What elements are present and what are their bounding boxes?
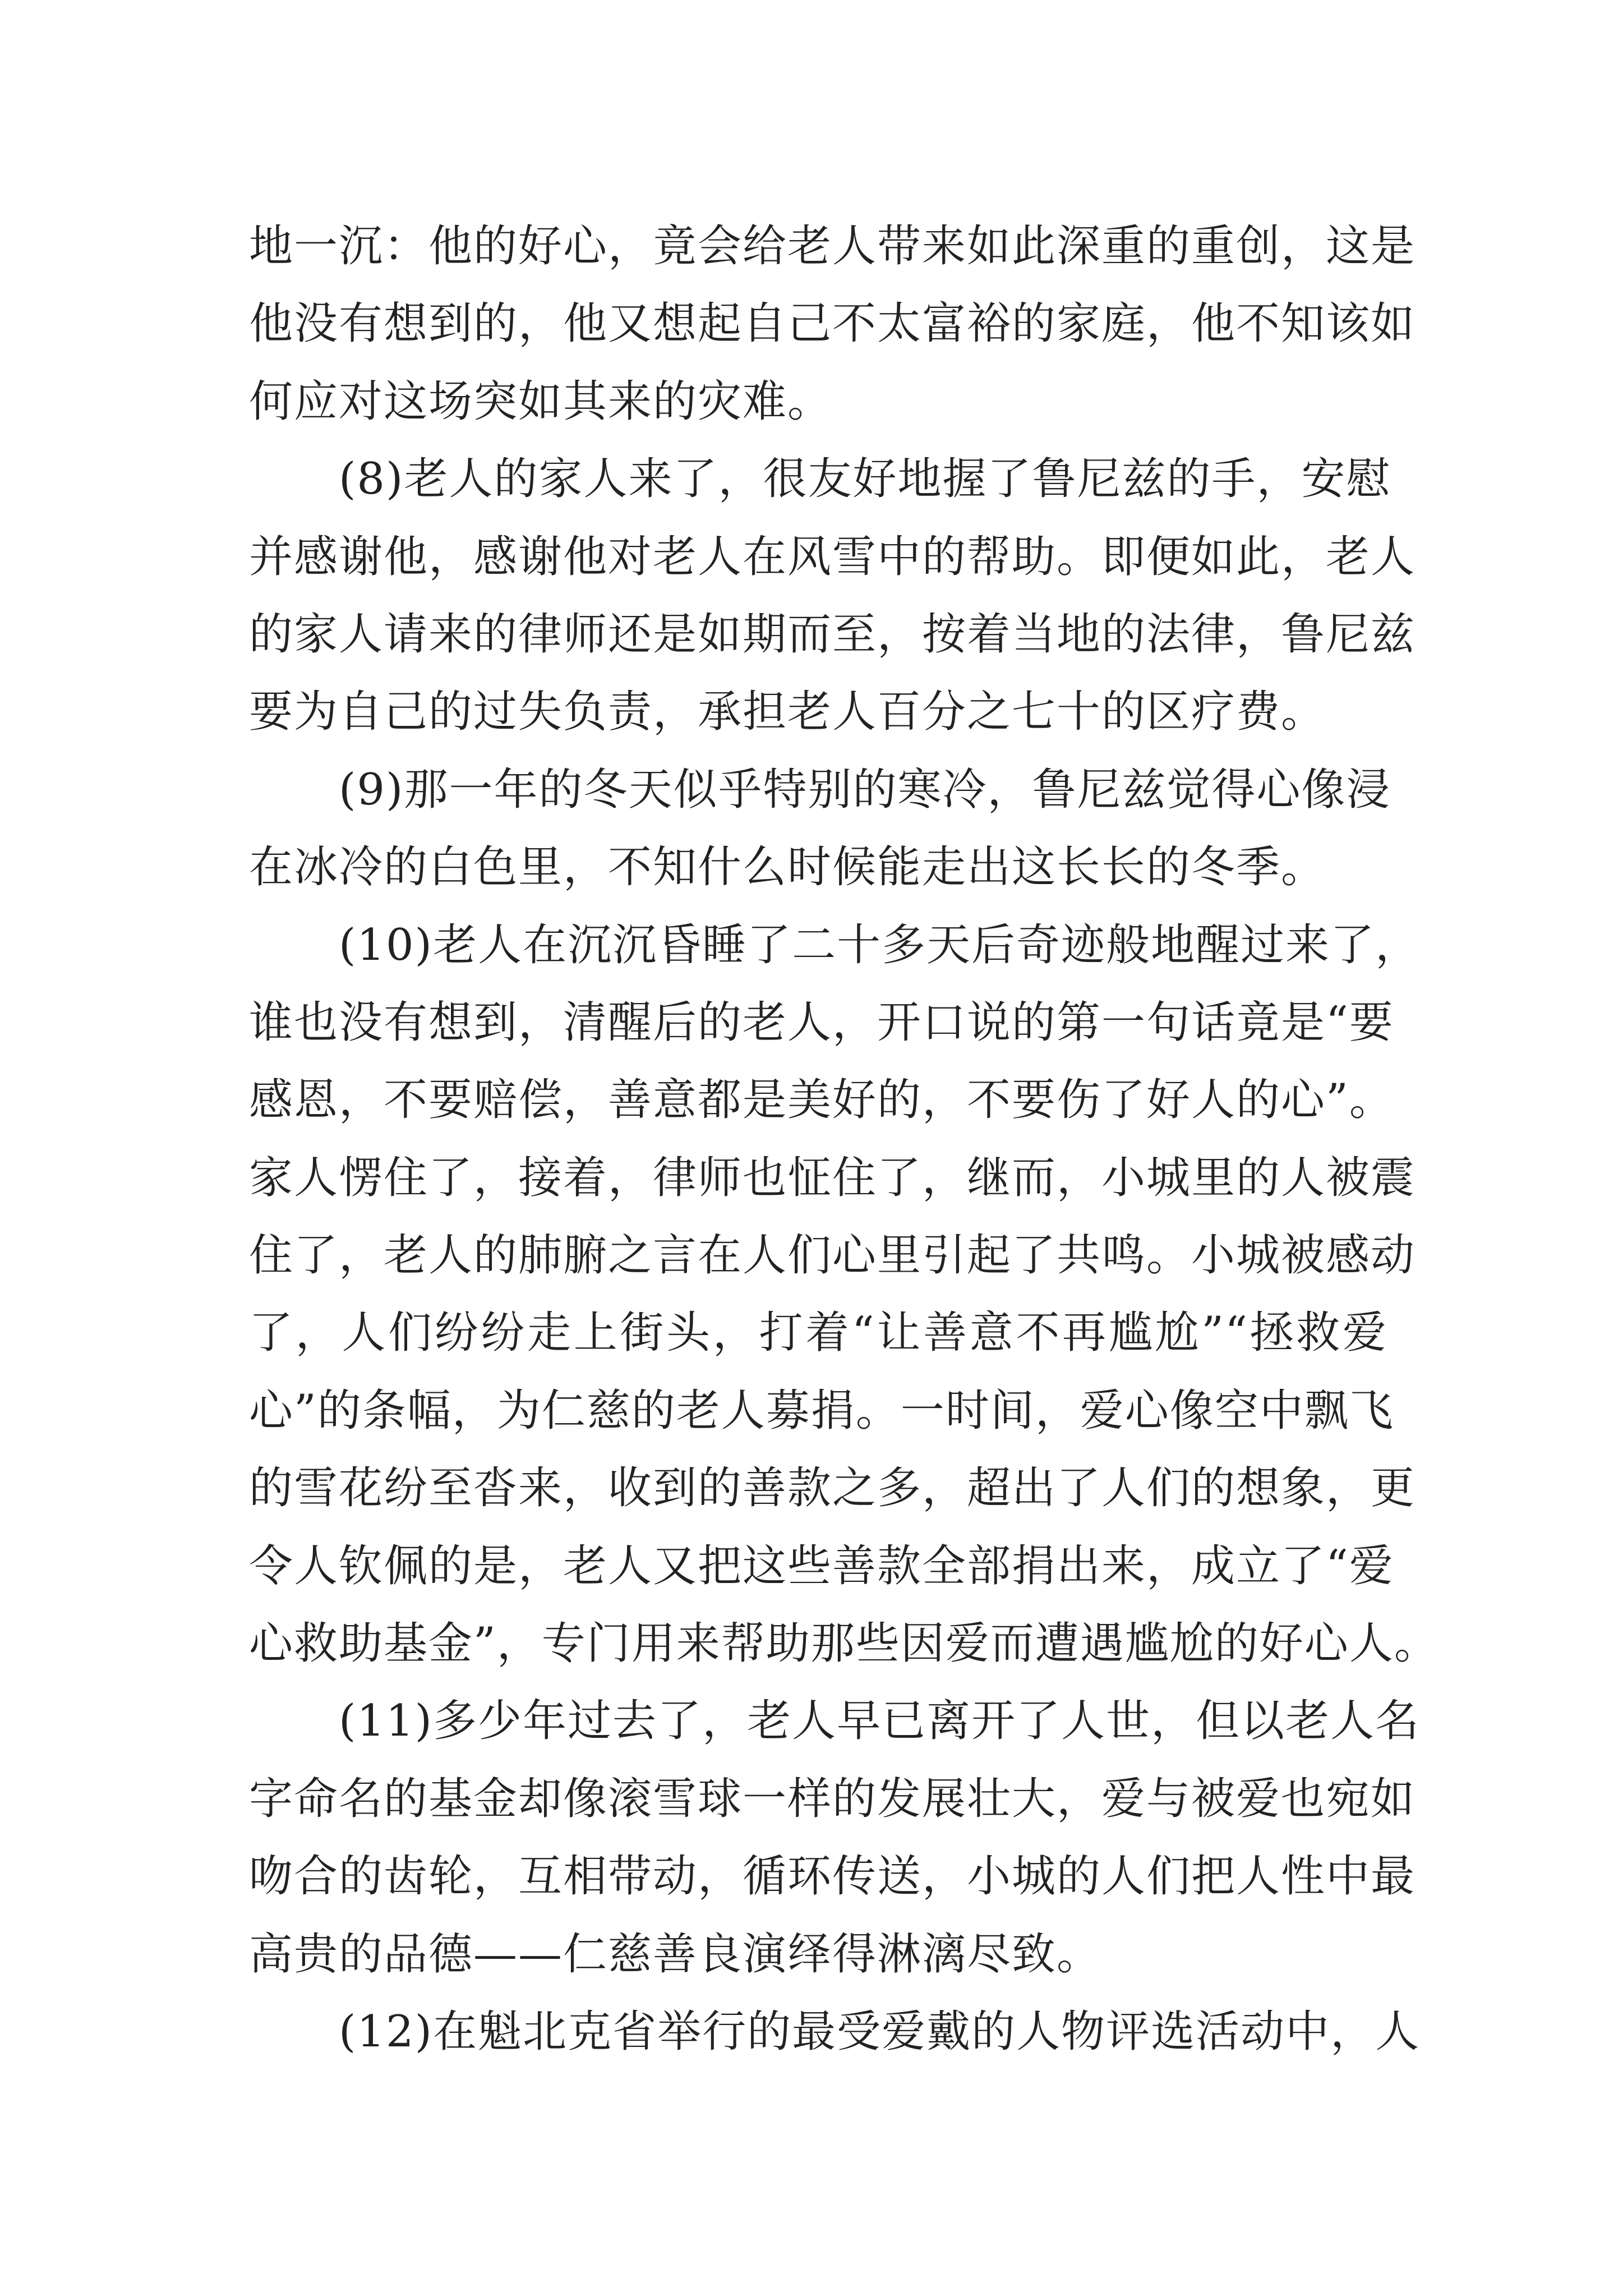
text-line: 住了，老人的肺腑之言在人们心里引起了共鸣。小城被感动 <box>249 1230 1416 1281</box>
paragraph-start-8: (8)老人的家人来了，很友好地握了鲁尼兹的手，安慰 <box>339 454 1391 505</box>
text-line: 心”的条幅，为仁慈的老人募捐。一时间，爱心像空中飘飞 <box>249 1385 1394 1436</box>
text-line: 感恩，不要赔偿，善意都是美好的，不要伤了好人的心”。 <box>249 1075 1394 1126</box>
text-line: 字命名的基金却像滚雪球一样的发展壮大，爱与被爱也宛如 <box>249 1773 1416 1824</box>
paragraph-start-9: (9)那一年的冬天似乎特别的寒冷，鲁尼兹觉得心像浸 <box>339 764 1391 815</box>
paragraph-start-11: (11)多少年过去了，老人早已离开了人世，但以老人名 <box>339 1696 1421 1747</box>
text-line: 的家人请来的律师还是如期而至，按着当地的法律，鲁尼兹 <box>249 609 1416 660</box>
text-line: 家人愣住了，接着，律师也怔住了，继而，小城里的人被震 <box>249 1152 1416 1203</box>
text-line: 要为自己的过失负责，承担老人百分之七十的区疗费。 <box>249 687 1326 738</box>
text-line: 在冰冷的白色里，不知什么时候能走出这长长的冬季。 <box>249 842 1326 893</box>
text-line: 令人钦佩的是，老人又把这些善款全部捐出来，成立了“爱 <box>249 1540 1394 1591</box>
text-line: 心救助基金”，专门用来帮助那些因爱而遭遇尴尬的好心人。 <box>249 1618 1439 1669</box>
text-line: 的雪花纷至沓来，收到的善款之多，超出了人们的想象，更 <box>249 1463 1416 1514</box>
text-line: 谁也没有想到，清醒后的老人，开口说的第一句话竟是“要 <box>249 997 1394 1048</box>
text-line: 吻合的齿轮，互相带动，循环传送，小城的人们把人性中最 <box>249 1851 1416 1902</box>
text-line: 何应对这场突如其来的灾难。 <box>249 376 833 427</box>
paragraph-start-10: (10)老人在沉沉昏睡了二十多天后奇迹般地醒过来了， <box>339 919 1421 970</box>
body-text <box>249 208 1439 2070</box>
text-line: 了，人们纷纷走上街头，打着“让善意不再尴尬”“拯救爱 <box>249 1308 1387 1359</box>
text-line: 并感谢他，感谢他对老人在风雪中的帮助。即便如此，老人 <box>249 531 1416 582</box>
text-line: 他没有想到的，他又想起自己不太富裕的家庭，他不知该如 <box>249 298 1416 349</box>
text-line: 高贵的品德——仁慈善良演绎得淋漓尽致。 <box>249 1929 1102 1980</box>
paragraph-start-12: (12)在魁北克省举行的最受爱戴的人物评选活动中，人 <box>339 2006 1421 2057</box>
text-line: 地一沉：他的好心，竟会给老人带来如此深重的重创，这是 <box>249 221 1416 272</box>
